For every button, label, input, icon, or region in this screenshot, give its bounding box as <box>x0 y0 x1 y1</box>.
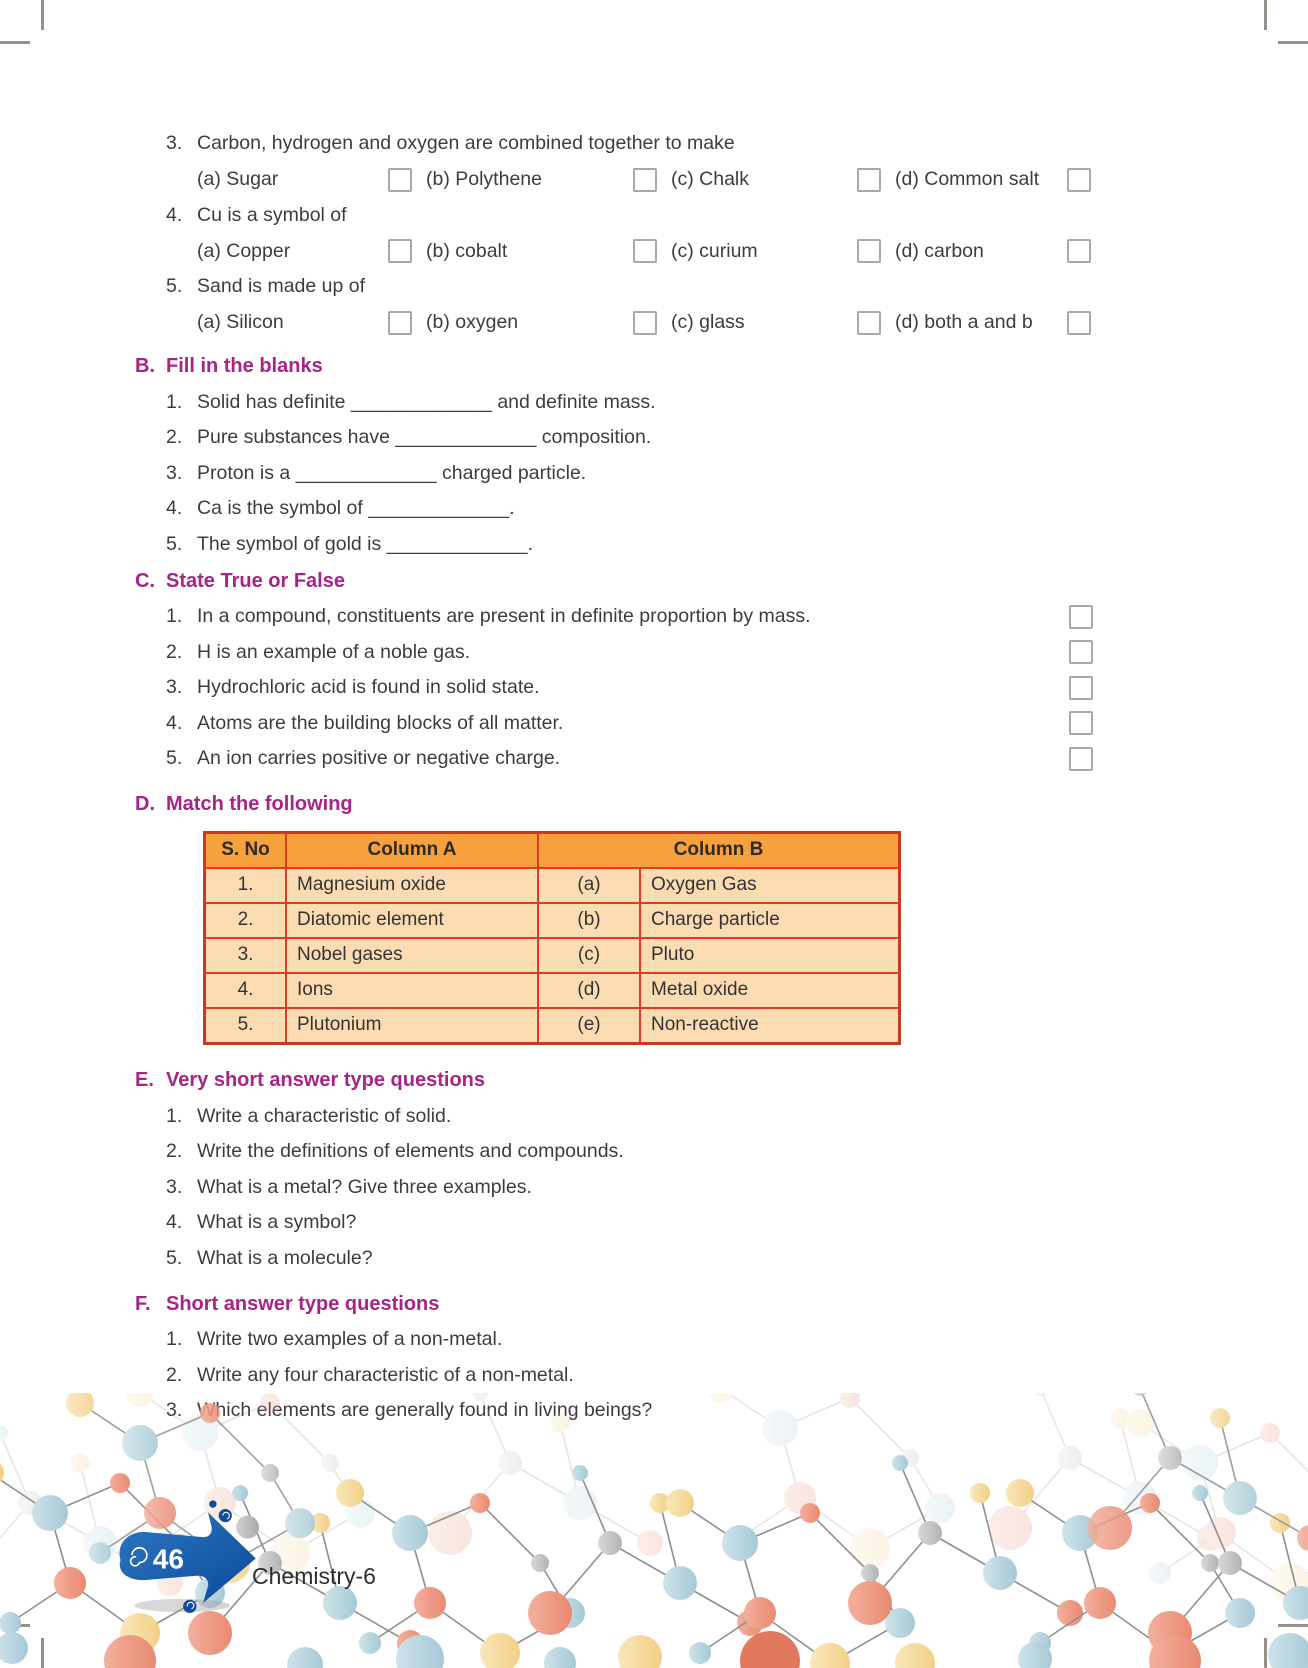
mcq-option-b <box>426 311 657 335</box>
item-number: 3. <box>166 1175 183 1198</box>
item-text: What is a metal? Give three examples. <box>197 1175 532 1198</box>
option-label: (c) glass <box>671 311 745 333</box>
question-number: 5. <box>166 275 183 298</box>
item-number: 4. <box>166 711 183 734</box>
section-letter: C. <box>135 569 155 592</box>
true-false-item <box>135 706 1093 742</box>
section-letter: B. <box>135 355 155 377</box>
question-item <box>135 1358 1093 1394</box>
cell-key: (d) <box>538 973 640 1008</box>
match-table-row <box>205 938 900 973</box>
cell-sno: 1. <box>205 868 287 903</box>
question-item <box>135 1241 1093 1277</box>
true-false-item <box>135 670 1093 706</box>
mcq-option-a <box>197 311 412 335</box>
section-title: Fill in the blanks <box>166 355 323 377</box>
cell-column-a: Diatomic element <box>286 903 538 938</box>
book-title: Chemistry-6 <box>252 1563 376 1589</box>
mcq-option-c <box>671 311 881 335</box>
cell-key: (b) <box>538 903 640 938</box>
question-text: Sand is made up of <box>197 275 366 298</box>
item-text: Write any four characteristic of a non-metal. <box>197 1363 574 1386</box>
item-number: 3. <box>166 1399 183 1422</box>
mcq-option-b <box>426 239 657 263</box>
question-item <box>135 1134 1093 1170</box>
answer-checkbox[interactable] <box>857 239 881 263</box>
cell-sno: 3. <box>205 938 287 973</box>
cell-column-a: Ions <box>286 973 538 1008</box>
mcq-option-a <box>197 168 412 192</box>
item-number: 5. <box>166 532 183 555</box>
crop-mark-top-left-h <box>0 41 30 44</box>
question-item <box>135 1170 1093 1206</box>
item-number: 4. <box>166 497 183 520</box>
cell-column-b: Charge particle <box>640 903 900 938</box>
truefalse-checkbox[interactable] <box>1069 640 1093 664</box>
item-number: 2. <box>166 1140 183 1163</box>
mcq-option-b <box>426 168 657 192</box>
answer-checkbox[interactable] <box>857 311 881 335</box>
true-false-item <box>135 741 1093 777</box>
item-text: Hydrochloric acid is found in solid state. <box>197 676 540 699</box>
cell-sno: 2. <box>205 903 287 938</box>
cell-sno: 5. <box>205 1008 287 1044</box>
item-number: 5. <box>166 1246 183 1269</box>
question-item <box>135 1205 1093 1241</box>
item-text: What is a symbol? <box>197 1211 357 1234</box>
item-text: An ion carries positive or negative charge. <box>197 747 561 770</box>
option-label: (b) oxygen <box>426 311 519 333</box>
section-heading-f <box>135 1286 1093 1322</box>
cell-column-b: Non-reactive <box>640 1008 900 1044</box>
item-text: What is a molecule? <box>197 1246 373 1269</box>
very-short-answer-list <box>135 1099 1093 1277</box>
true-false-item <box>135 599 1093 635</box>
option-label: (c) curium <box>671 239 758 262</box>
question-text: Carbon, hydrogen and oxygen are combined together to make <box>197 132 735 155</box>
match-table-row <box>205 1008 900 1044</box>
cell-column-b: Pluto <box>640 938 900 973</box>
match-table-row <box>205 903 900 938</box>
section-heading-c <box>135 563 1093 599</box>
mcq-option-c <box>671 239 881 263</box>
item-text: Proton is a _____________ charged particle. <box>197 461 587 484</box>
item-number: 1. <box>166 1104 183 1127</box>
mcq-question-4 <box>135 198 1093 270</box>
item-text: Atoms are the building blocks of all matter. <box>197 711 564 734</box>
option-label: (b) cobalt <box>426 239 508 262</box>
crop-mark-top-left-v <box>41 0 44 30</box>
item-number: 2. <box>166 1363 183 1386</box>
match-table <box>203 831 901 1045</box>
page-number-badge <box>104 1494 269 1618</box>
exercise-content <box>135 126 1093 1429</box>
answer-checkbox[interactable] <box>1067 239 1091 263</box>
fill-blank-item <box>135 385 1093 421</box>
option-label: (d) Common salt <box>895 168 1040 190</box>
fill-blank-item <box>135 491 1093 527</box>
cell-key: (a) <box>538 868 640 903</box>
section-letter: E. <box>135 1069 154 1091</box>
section-heading-e <box>135 1063 1093 1099</box>
cell-sno: 4. <box>205 973 287 1008</box>
header-column-a: Column A <box>286 832 538 868</box>
section-letter: D. <box>135 793 155 815</box>
cell-column-b: Oxygen Gas <box>640 868 900 903</box>
header-sno: S. No <box>205 832 287 868</box>
item-text: Ca is the symbol of _____________. <box>197 497 515 520</box>
section-letter: F. <box>135 1292 151 1315</box>
answer-checkbox[interactable] <box>388 239 412 263</box>
question-text: Cu is a symbol of <box>197 203 347 226</box>
item-text: Write the definitions of elements and compounds. <box>197 1140 624 1163</box>
option-label: (c) Chalk <box>671 168 750 190</box>
answer-checkbox[interactable] <box>633 311 657 335</box>
crop-mark-top-right-h <box>1278 41 1308 44</box>
cell-column-a: Nobel gases <box>286 938 538 973</box>
item-number: 4. <box>166 1211 183 1234</box>
item-text: Write two examples of a non-metal. <box>197 1328 503 1351</box>
mcq-option-d <box>895 311 1091 335</box>
item-number: 3. <box>166 676 183 699</box>
cell-column-a: Magnesium oxide <box>286 868 538 903</box>
truefalse-checkbox[interactable] <box>1069 711 1093 735</box>
option-label: (a) Sugar <box>197 168 279 190</box>
true-false-list <box>135 599 1093 777</box>
question-number: 4. <box>166 203 183 226</box>
item-text: Which elements are generally found in living beings? <box>197 1399 653 1422</box>
cell-key: (c) <box>538 938 640 973</box>
fill-blanks-list <box>135 385 1093 563</box>
mcq-question-5 <box>135 269 1093 341</box>
question-item <box>135 1099 1093 1135</box>
section-heading-d <box>135 787 1093 823</box>
item-text: Pure substances have _____________ composition. <box>197 426 652 449</box>
truefalse-checkbox[interactable] <box>1069 676 1093 700</box>
item-text: Solid has definite _____________ and definite mass. <box>197 390 656 413</box>
answer-checkbox[interactable] <box>388 311 412 335</box>
mcq-option-d <box>895 239 1091 263</box>
item-text: H is an example of a noble gas. <box>197 640 471 663</box>
answer-checkbox[interactable] <box>1067 311 1091 335</box>
option-label: (b) Polythene <box>426 168 542 190</box>
question-item <box>135 1322 1093 1358</box>
item-text: In a compound, constituents are present in definite proportion by mass. <box>197 605 811 628</box>
truefalse-checkbox[interactable] <box>1069 747 1093 771</box>
section-heading-b <box>135 349 1093 385</box>
item-text: The symbol of gold is _____________. <box>197 532 534 555</box>
item-number: 2. <box>166 640 183 663</box>
truefalse-checkbox[interactable] <box>1069 605 1093 629</box>
fill-blank-item <box>135 420 1093 456</box>
option-label: (a) Copper <box>197 239 291 262</box>
item-number: 1. <box>166 390 183 413</box>
header-column-b: Column B <box>538 832 900 868</box>
mcq-option-d <box>895 168 1091 192</box>
option-label: (a) Silicon <box>197 311 284 333</box>
question-number: 3. <box>166 132 183 155</box>
option-label: (d) carbon <box>895 239 984 262</box>
item-text: Write a characteristic of solid. <box>197 1104 452 1127</box>
item-number: 1. <box>166 605 183 628</box>
section-title: Short answer type questions <box>166 1292 440 1315</box>
answer-checkbox[interactable] <box>388 168 412 192</box>
badge-dot-small <box>209 1500 216 1507</box>
answer-checkbox[interactable] <box>633 239 657 263</box>
answer-checkbox[interactable] <box>857 168 881 192</box>
section-title: Match the following <box>166 793 353 815</box>
answer-checkbox[interactable] <box>1067 168 1091 192</box>
badge-gray-circle <box>236 1516 259 1539</box>
cell-column-a: Plutonium <box>286 1008 538 1044</box>
cell-column-b: Metal oxide <box>640 973 900 1008</box>
match-table-row <box>205 973 900 1008</box>
item-number: 3. <box>166 461 183 484</box>
match-table-header-row <box>205 832 900 868</box>
match-table-row <box>205 868 900 903</box>
section-title: Very short answer type questions <box>166 1069 485 1091</box>
true-false-item <box>135 635 1093 671</box>
answer-checkbox[interactable] <box>633 168 657 192</box>
mcq-option-c <box>671 168 881 192</box>
crop-mark-top-right-v <box>1264 0 1267 30</box>
option-label: (d) both a and b <box>895 311 1033 333</box>
fill-blank-item <box>135 527 1093 563</box>
mcq-question-3 <box>135 126 1093 198</box>
item-number: 1. <box>166 1328 183 1351</box>
badge-shadow <box>135 1599 231 1612</box>
page-number: 46 <box>152 1543 184 1575</box>
section-title: State True or False <box>166 569 345 592</box>
item-number: 5. <box>166 747 183 770</box>
cell-key: (e) <box>538 1008 640 1044</box>
badge-arrow <box>120 1512 256 1603</box>
fill-blank-item <box>135 456 1093 492</box>
item-number: 2. <box>166 426 183 449</box>
mcq-option-a <box>197 239 412 263</box>
